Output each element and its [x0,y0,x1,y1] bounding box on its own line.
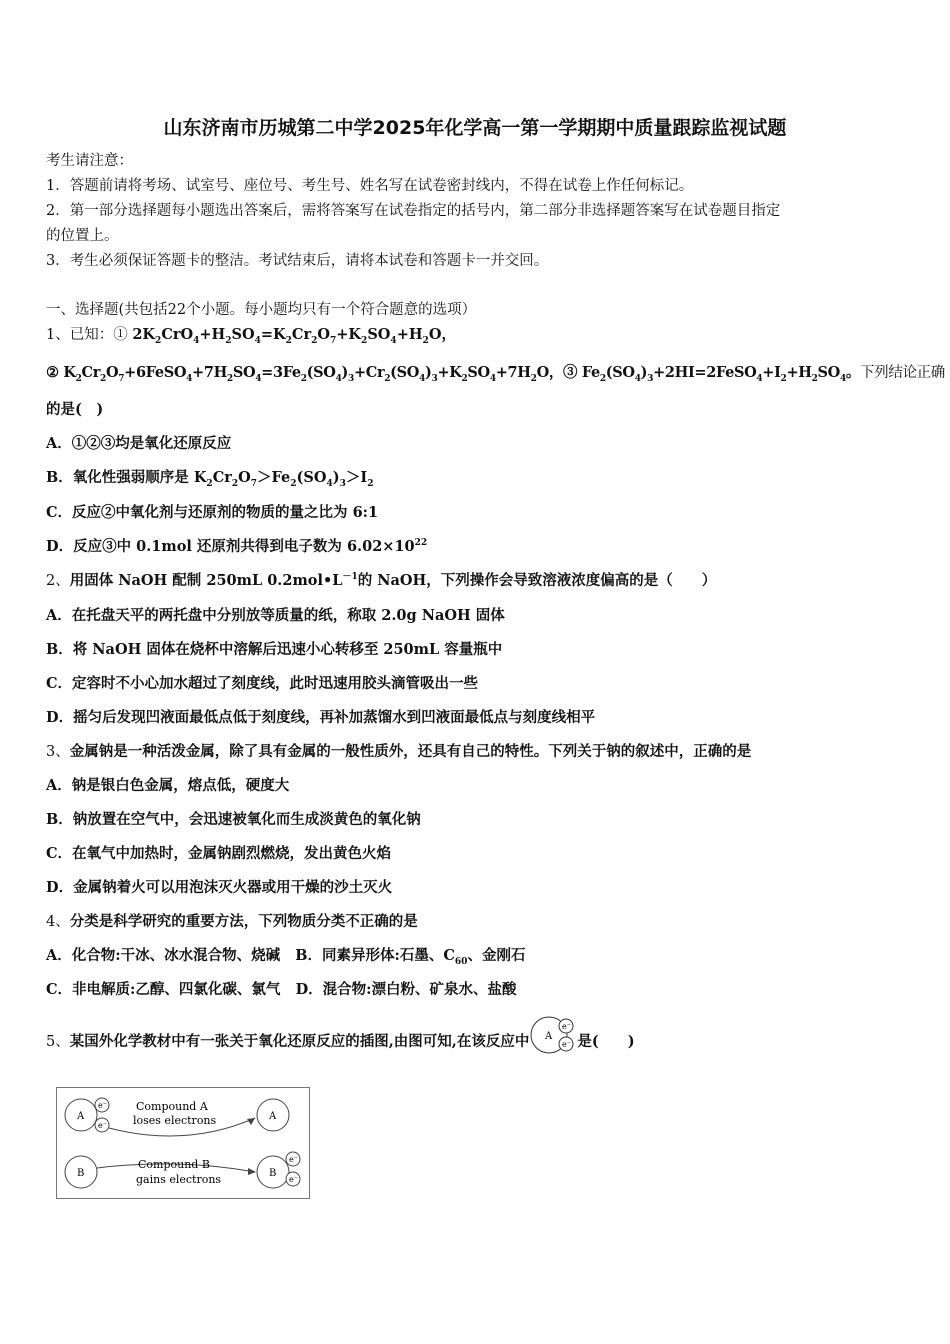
q1-stem-prefix: 已知：① [69,327,133,343]
q1-option-b-formula: $K_2Cr_2O_7>Fe_2(SO_4)_3>I_2$ [193,469,374,489]
q2-option-a[interactable]: A．在托盘天平的两托盘中分别放等质量的纸，称取 2.0g NaOH 固体 [46,607,505,624]
atom-label: A [545,1031,553,1042]
q1-equations [46,363,945,383]
electron-label-2: e⁻ [562,1040,572,1049]
q4-stem [46,912,418,932]
q1-option-b[interactable] [46,468,373,488]
atom-with-electrons-icon [529,1012,577,1058]
q1-option-d-exponent: 22 [414,538,428,549]
q5-stem-end: 是( ) [577,1033,635,1050]
q1-stem-tail: 下列结论正确 [860,365,945,381]
q4-option-b-sub: 60 [454,956,468,967]
q3-option-a[interactable]: A．钠是银白色金属，熔点低，硬度大 [46,777,290,794]
electron-label-1: e⁻ [562,1022,572,1031]
q2-stem [46,571,716,591]
q1-option-a-text: A．①②③均是氧化还原反应 [46,435,232,452]
arrow-b-head [248,1168,256,1175]
q4-option-b[interactable] [295,947,526,967]
q2-number: 2、 [46,573,70,589]
notice-item-3: 3．考生必须保证答题卡的整洁。考试结束后，请将本试卷和答题卡一并交回。 [46,253,549,269]
q3-number: 3、 [46,744,70,760]
q1-equation-2: ② $K_2Cr_2O_7+6FeSO_4+7H_2SO_4=3Fe_2(SO_4)_3+Cr_2(SO_4)_3+K_2SO_4+7H_2O$，③ $Fe_2(SO_4)_3+2HI=2FeSO_4+I_2+H_2SO_4$。 [46,364,861,384]
q4-option-c[interactable]: C．非电解质:乙醇、四氯化碳、氯气 [46,981,281,998]
atom-b-left-label: B [77,1168,85,1179]
atom-b-right-label: B [269,1168,277,1179]
notice-item-1: 1．答题前请将考场、试室号、座位号、考生号、姓名写在试卷密封线内，不得在试卷上作任何标记。 [46,178,694,194]
q4-options-row-2 [46,980,517,1000]
q1-equation-1: $2K_2CrO_4+H_2SO_4=K_2Cr_2O_7+K_2SO_4+H_2O$， [132,326,456,346]
q4-option-b-prefix: B．同素异形体:石墨、C [295,947,455,964]
redox-diagram [56,1087,310,1199]
q4-number: 4、 [46,914,70,930]
q1-option-a[interactable] [46,434,231,454]
q3-option-b[interactable]: B．钠放置在空气中，会迅速被氧化而生成淡黄色的氧化钠 [46,811,421,828]
compound-b-line2: gains electrons [136,1173,222,1186]
q1-stem-end: 的是( ) [46,401,104,418]
q3-option-c[interactable]: C．在氧气中加热时，金属钠剧烈燃烧，发出黄色火焰 [46,845,392,862]
q1-option-c-text: C．反应②中氧化剂与还原剂的物质的量之比为 6:1 [46,504,379,521]
electron-b2-label: e⁻ [289,1175,298,1184]
q2-stem-a: 用固体 NaOH 配制 250mL 0.2mol•L [69,572,343,589]
compound-a-line1: Compound A [136,1100,208,1113]
q4-option-b-suffix: 、金刚石 [467,947,526,964]
electron-a1-label: e⁻ [98,1101,107,1110]
q5-stem-text: 某国外化学教材中有一张关于氧化还原反应的插图,由图可知,在该反应中 [69,1033,530,1050]
q2-option-c[interactable]: C．定容时不小心加水超过了刻度线，此时迅速用胶头滴管吸出一些 [46,675,479,692]
q4-stem-text: 分类是科学研究的重要方法，下列物质分类不正确的是 [69,913,418,930]
q4-option-d[interactable]: D．混合物:漂白粉、矿泉水、盐酸 [295,981,517,998]
q1-option-d-text: D．反应③中 0.1mol 还原剂共得到电子数为 6.02×10 [46,538,415,555]
section-heading: 一、选择题(共包括22个小题。每小题均只有一个符合题意的选项） [46,302,477,318]
q1-option-b-text: B．氧化性强弱顺序是 [46,469,194,486]
q3-stem [46,742,751,762]
q3-stem-text: 金属钠是一种活泼金属，除了具有金属的一般性质外，还具有自己的特性。下列关于钠的叙述中，正确的是 [69,743,752,760]
q4-options-row-1 [46,946,525,966]
q5-stem [46,1022,635,1058]
q3-option-d[interactable]: D．金属钠着火可以用泡沫灭火器或用干燥的沙土灭火 [46,879,393,896]
q1-stem [46,325,456,345]
notice-item-2: 2．第一部分选择题每小题选出答案后，需将答案写在试卷指定的括号内，第二部分非选择题答案写在试卷题目指定 [46,203,781,219]
notice-item-2-cont: 的位置上。 [46,228,119,244]
q5-number: 5、 [46,1034,70,1050]
q2-stem-exponent: －1 [342,572,358,583]
atom-a-right-label: A [269,1111,277,1122]
q2-stem-b: 的 NaOH，下列操作会导致溶液浓度偏高的是（ ） [357,572,717,589]
q1-option-d[interactable] [46,537,427,557]
electron-a2-label: e⁻ [98,1121,107,1130]
q1-option-c[interactable] [46,503,378,523]
q2-option-b[interactable]: B．将 NaOH 固体在烧杯中溶解后迅速小心转移至 250mL 容量瓶中 [46,641,503,658]
q4-option-a[interactable]: A．化合物:干冰、冰水混合物、烧碱 [46,947,281,964]
q2-option-d[interactable]: D．摇匀后发现凹液面最低点低于刻度线，再补加蒸馏水到凹液面最低点与刻度线相平 [46,709,596,726]
arrow-a-head [247,1118,255,1125]
compound-a-line2: loses electrons [133,1114,217,1127]
compound-b-line1: Compound B [138,1158,210,1171]
redox-diagram-svg [57,1088,309,1198]
notice-heading: 考生请注意： [46,153,133,169]
electron-b1-label: e⁻ [289,1155,298,1164]
page-title: 山东济南市历城第二中学2025年化学高一第一学期期中质量跟踪监视试题 [163,117,787,139]
q1-number: 1、 [46,327,70,343]
atom-a-left-label: A [77,1111,85,1122]
